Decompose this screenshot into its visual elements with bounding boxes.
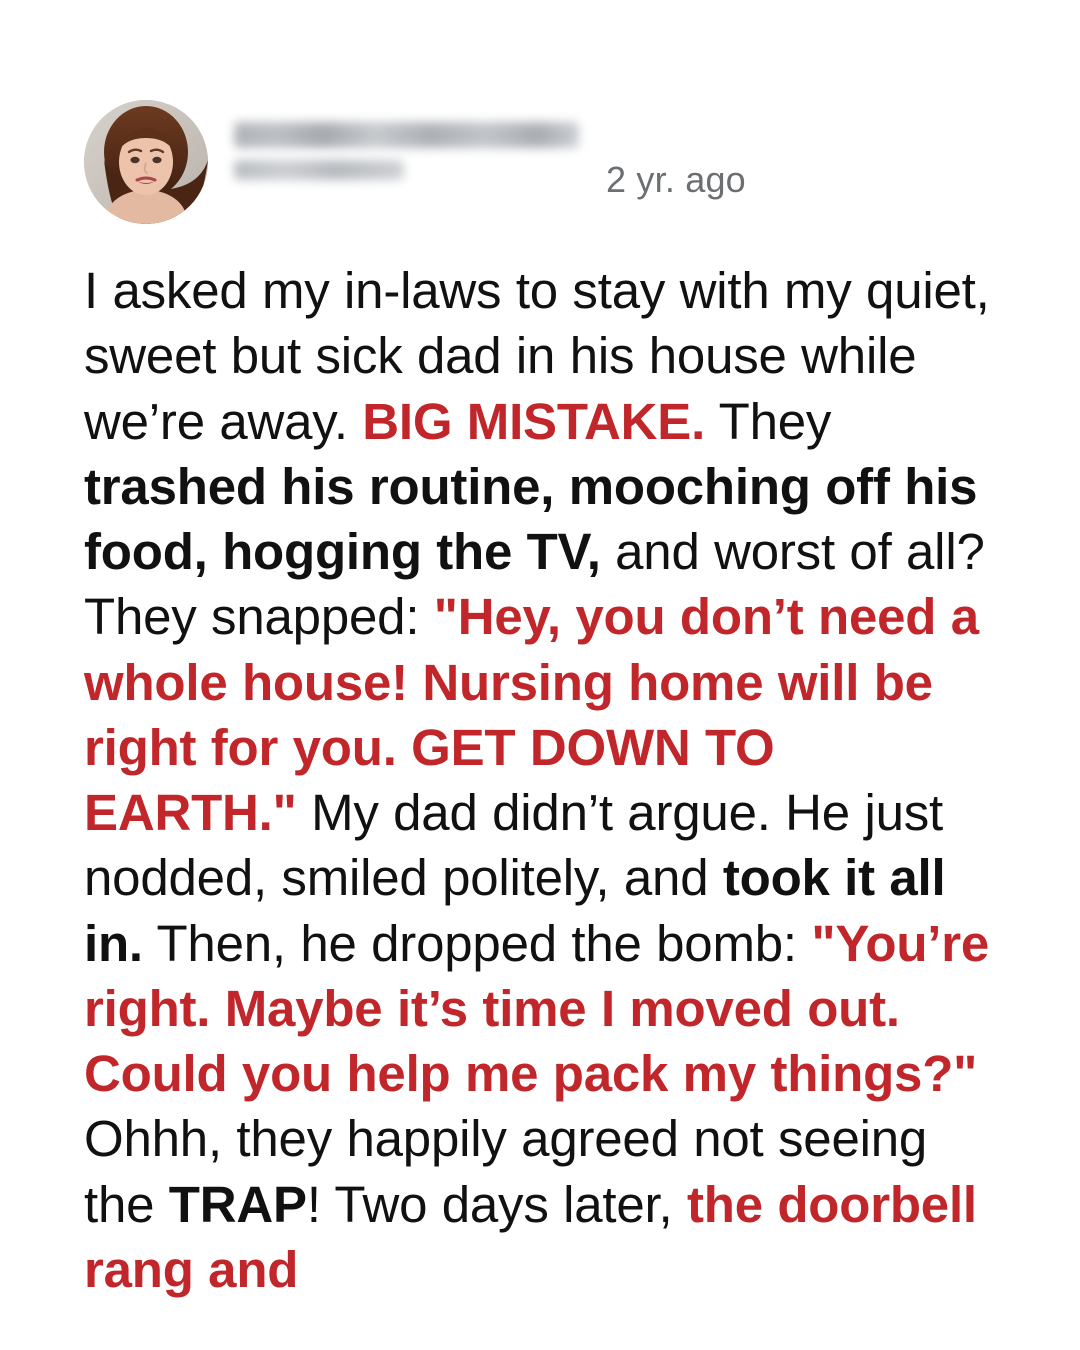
body-text: Ohhh, they happily agreed not seeing the (84, 1110, 928, 1233)
bold-text: TRAP (168, 1175, 307, 1233)
timestamp: 2 yr. ago (606, 159, 746, 200)
author-subtitle-blur (234, 160, 404, 180)
highlight-text: the doorbell rang and (84, 1175, 977, 1298)
highlight-text: "You’re right. Maybe it’s time I moved out. Could you help me pack my things?" (84, 914, 990, 1103)
comment-header (84, 100, 996, 232)
body-text: Then, he dropped the bomb: (142, 914, 812, 972)
body-text: My dad didn’t argue. He just nodded, smiled politely, and (84, 784, 944, 907)
comment-body (84, 258, 996, 1302)
highlight-text: "Hey, you don’t need a whole house! Nursing home will be right for you. GET DOWN TO EARTH." (84, 588, 979, 842)
body-text: I asked my in-laws to stay with my quiet, sweet but sick dad in his house while we’re away. (84, 262, 990, 450)
author-name-redacted[interactable] (234, 118, 594, 192)
comment-meta (234, 100, 996, 201)
body-text: ! Two days later, (306, 1175, 687, 1233)
body-text: They (705, 392, 832, 450)
bold-text: trashed his routine, mooching off his food, hogging the TV, (84, 457, 978, 581)
body-text: and worst of all? They snapped: (84, 523, 985, 646)
avatar-image (84, 100, 208, 224)
bold-text: took it all in. (84, 849, 946, 972)
highlight-text: BIG MISTAKE. (362, 392, 706, 450)
author-name-blur (234, 122, 579, 148)
avatar[interactable] (84, 100, 208, 224)
